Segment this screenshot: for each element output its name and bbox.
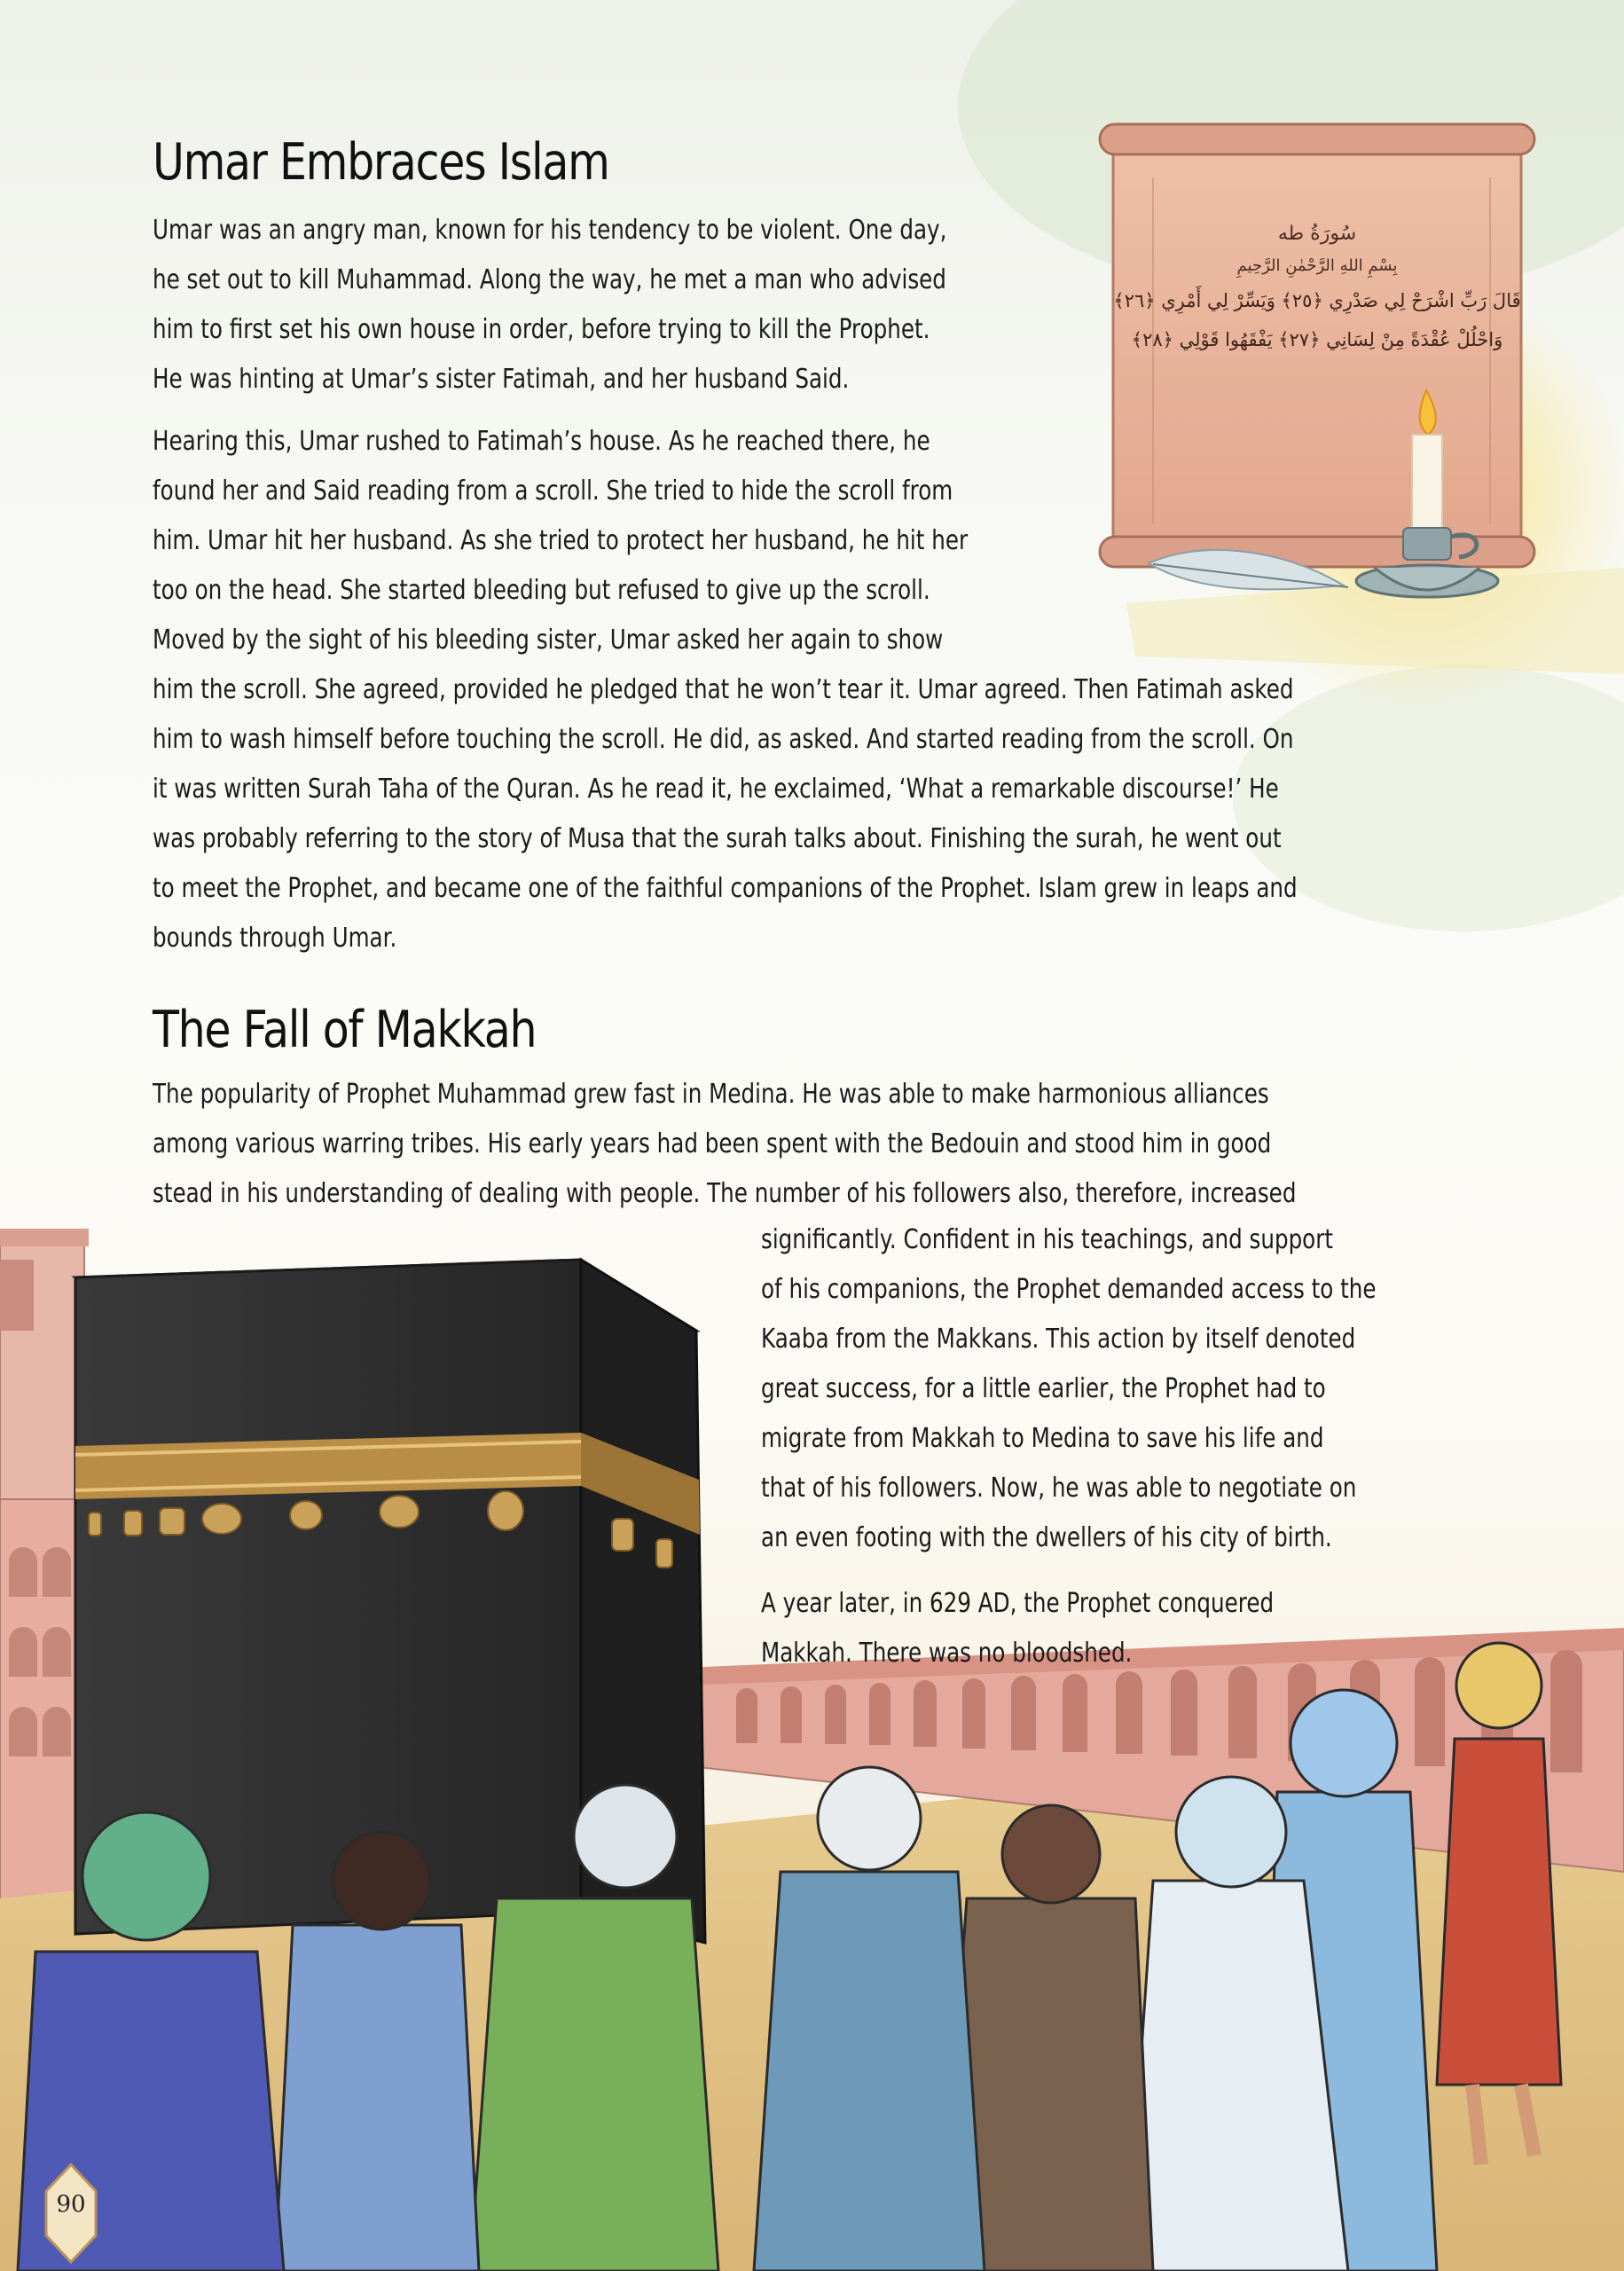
text-line: to meet the Prophet, and became one of the faithful companions of the Prophet. Islam grew in leaps and — [153, 873, 1298, 904]
makkah-paragraph-1-narrow — [761, 1215, 1511, 1563]
text-line: him to first set his own house in order, before trying to kill the Prophet. — [153, 314, 930, 345]
text-line: him the scroll. She agreed, provided he pledged that he won’t tear it. Umar agreed. Then Fatimah asked — [153, 674, 1294, 705]
text-line: it was written Surah Taha of the Quran. As he read it, he exclaimed, ‘What a remarkable discourse!’ He — [153, 774, 1279, 805]
text-line: too on the head. She started bleeding but refused to give up the scroll. — [153, 575, 930, 606]
umar-paragraph-2 — [153, 417, 1549, 963]
makkah-paragraph-2 — [761, 1579, 1386, 1678]
text-line: Hearing this, Umar rushed to Fatimah’s house. As he reached there, he — [153, 426, 930, 457]
text-line: that of his followers. Now, he was able to negotiate on — [761, 1473, 1357, 1504]
text-line: A year later, in 629 AD, the Prophet conquered — [761, 1588, 1275, 1619]
section-title-umar: Umar Embraces Islam — [153, 133, 609, 192]
text-line: he set out to kill Muhammad. Along the way, he met a man who advised — [153, 264, 946, 295]
text-line: Moved by the sight of his bleeding sister, Umar asked her again to show — [153, 625, 944, 656]
text-line: of his companions, the Prophet demanded access to the — [761, 1274, 1377, 1305]
text-line: The popularity of Prophet Muhammad grew fast in Medina. He was able to make harmonious alliances — [153, 1079, 1269, 1110]
text-line: Makkah. There was no bloodshed. — [761, 1638, 1133, 1669]
section-title-makkah: The Fall of Makkah — [153, 1001, 537, 1059]
text-line: him. Umar hit her husband. As she tried to protect her husband, he hit her — [153, 525, 969, 556]
text-line: He was hinting at Umar’s sister Fatimah, and her husband Said. — [153, 364, 850, 395]
text-line: stead in his understanding of dealing with people. The number of his followers also, therefore, increased — [153, 1178, 1297, 1209]
makkah-paragraph-1-wide — [153, 1070, 1547, 1219]
text-line: Umar was an angry man, known for his tendency to be violent. One day, — [153, 215, 947, 246]
text-line: great success, for a little earlier, the Prophet had to — [761, 1373, 1326, 1404]
scroll-verse-line-1: قَالَ رَبِّ اشْرَحْ لِي صَدْرِي ﴿٢٥﴾ وَيَسِّرْ لِي أَمْرِي ﴿٢٦﴾ — [1113, 290, 1521, 311]
text-line: him to wash himself before touching the scroll. He did, as asked. And started reading from the scroll. On — [153, 724, 1294, 755]
text-line: significantly. Confident in his teachings, and support — [761, 1224, 1333, 1255]
text-line: migrate from Makkah to Medina to save his life and — [761, 1423, 1324, 1454]
scroll-basmala: بِسْمِ اللهِ الرَّحْمٰنِ الرَّحِيمِ — [1236, 256, 1398, 275]
text-line: found her and Said reading from a scroll. She tried to hide the scroll from — [153, 475, 953, 507]
scroll-verse-line-2: وَاحْلُلْ عُقْدَةً مِنْ لِسَانِي ﴿٢٧﴾ يَفْقَهُوا قَوْلِي ﴿٢٨﴾ — [1131, 329, 1503, 350]
text-line: was probably referring to the story of Musa that the surah talks about. Finishing the surah, he went out — [153, 823, 1282, 854]
text-line: among various warring tribes. His early years had been spent with the Bedouin and stood him in good — [153, 1128, 1272, 1159]
text-line: an even footing with the dwellers of his city of birth. — [761, 1522, 1332, 1553]
text-line: Kaaba from the Makkans. This action by itself denoted — [761, 1324, 1356, 1355]
umar-paragraph-1 — [153, 206, 1121, 405]
text-line: bounds through Umar. — [153, 923, 397, 954]
page-number: 90 — [56, 2191, 86, 2218]
scroll-surah-title: سُورَةُ طه — [1277, 223, 1357, 245]
left-arcade-wall — [0, 1499, 75, 1943]
